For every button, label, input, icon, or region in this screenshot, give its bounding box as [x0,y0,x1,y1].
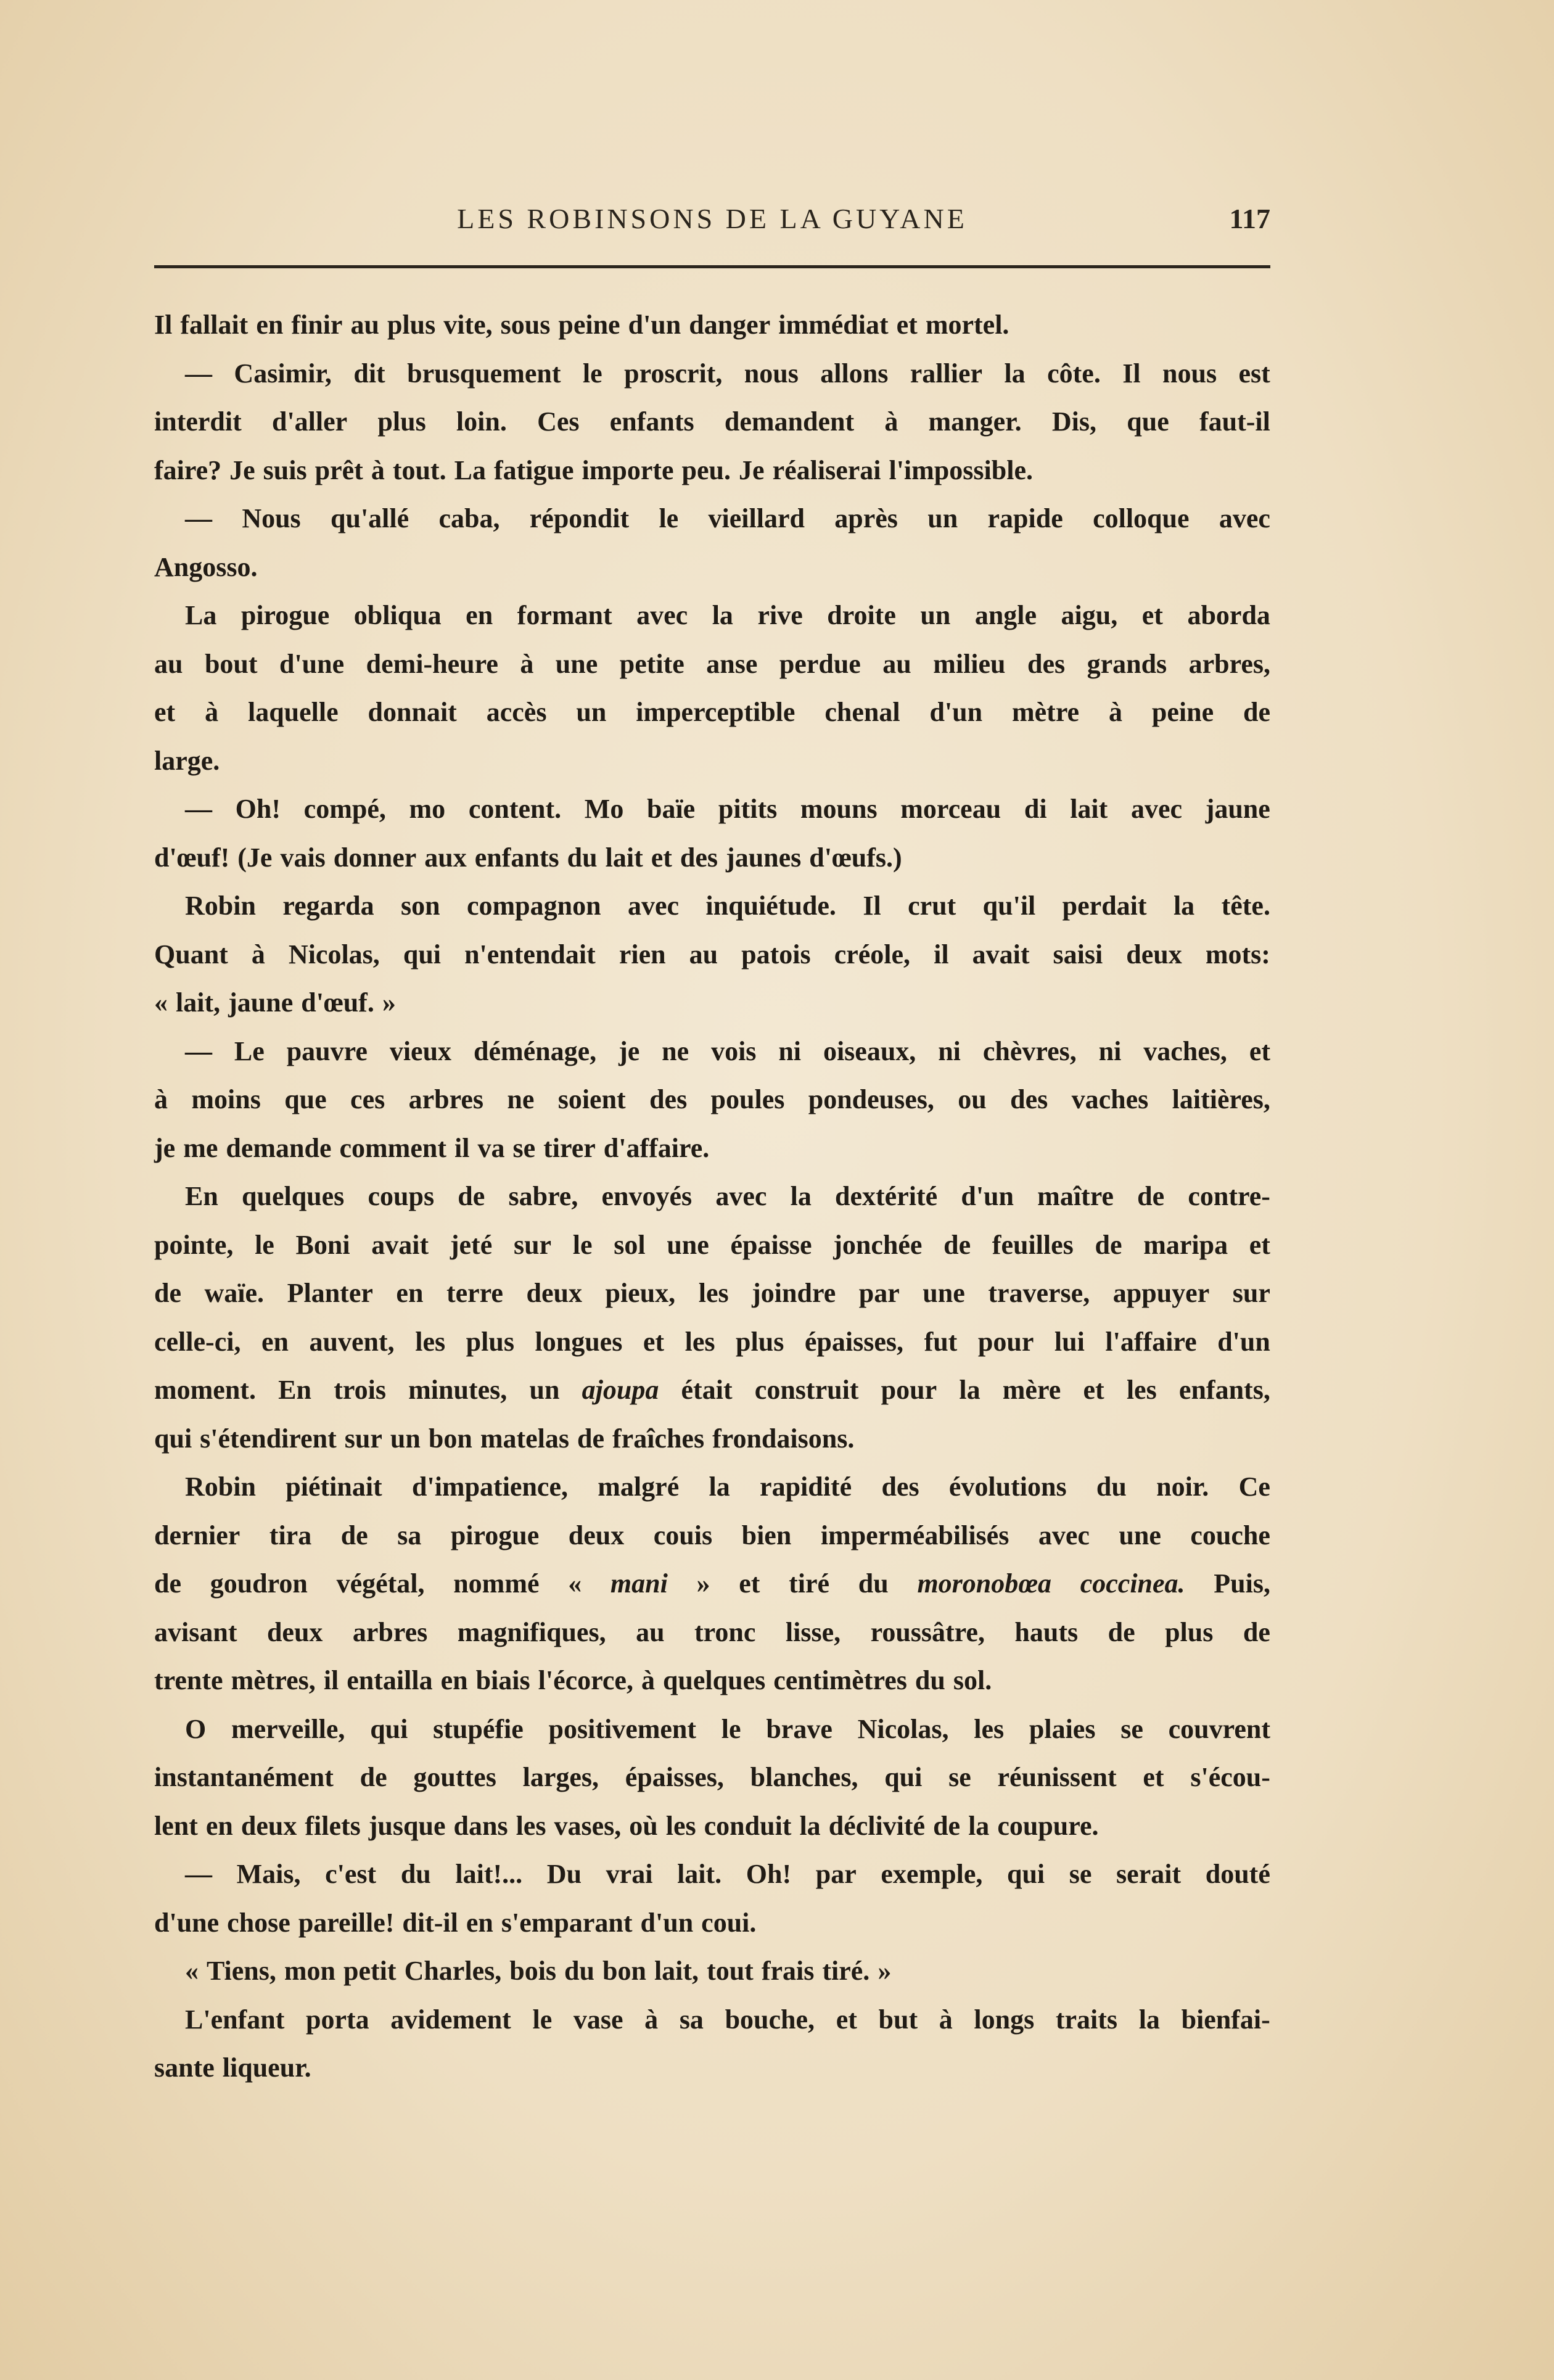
text-line: et à laquelle donnait accès un imperceptible chenal d'un mètre à peine de [154,697,1270,727]
text-line: interdit d'aller plus loin. Ces enfants demandent à manger. Dis, que faut-il [154,406,1270,437]
text-line: — Le pauvre vieux déménage, je ne vois ni oiseaux, ni chèvres, ni vaches, et [185,1036,1270,1066]
text-line: En quelques coups de sabre, envoyés avec la dextérité d'un maître de contre- [185,1181,1270,1211]
text-line: sante liqueur. [154,2053,311,2083]
text-line: de waïe. Planter en terre deux pieux, les joindre par une traverse, appuyer sur [154,1278,1270,1308]
text-line: Quant à Nicolas, qui n'entendait rien au patois créole, il avait saisi deux mots: [154,939,1270,970]
text-line: O merveille, qui stupéfie positivement le brave Nicolas, les plaies se couvrent [185,1713,1270,1744]
text-line: faire? Je suis prêt à tout. La fatigue importe peu. Je réaliserai l'impossible. [154,455,1033,485]
text-line: je me demande comment il va se tirer d'affaire. [154,1132,710,1163]
header-rule [154,265,1270,268]
text-line: Robin regarda son compagnon avec inquiétude. Il crut qu'il perdait la tête. [185,891,1270,921]
text-line: trente mètres, il entailla en biais l'écorce, à quelques centimètres du sol. [154,1665,992,1695]
text-line: — Casimir, dit brusquement le proscrit, nous allons rallier la côte. Il nous est [185,358,1270,389]
text-line: d'une chose pareille! dit-il en s'emparant d'un coui. [154,1907,757,1938]
text-line: — Mais, c'est du lait!... Du vrai lait. Oh! par exemple, qui se serait douté [185,1859,1270,1889]
text-line: lent en deux filets jusque dans les vases, où les conduit la déclivité de la coupure. [154,1810,1099,1841]
text-line: « lait, jaune d'œuf. » [154,987,396,1018]
text-line: à moins que ces arbres ne soient des poules pondeuses, ou des vaches laitières, [154,1084,1270,1114]
text-line: instantanément de gouttes larges, épaisses, blanches, qui se réunissent et s'écou- [154,1762,1270,1792]
text-line: L'enfant porta avidement le vase à sa bouche, et but à longs traits la bienfai- [185,2004,1270,2035]
text-line: La pirogue obliqua en formant avec la rive droite un angle aigu, et aborda [185,600,1270,630]
text-line: Robin piétinait d'impatience, malgré la rapidité des évolutions du noir. Ce [185,1472,1270,1502]
text-line: — Nous qu'allé caba, répondit le vieillard après un rapide colloque avec [185,503,1270,533]
text-line: pointe, le Boni avait jeté sur le sol une épaisse jonchée de feuilles de maripa et [154,1229,1270,1260]
text-line: d'œuf! (Je vais donner aux enfants du lait et des jaunes d'œufs.) [154,842,902,873]
text-line: « Tiens, mon petit Charles, bois du bon lait, tout frais tiré. » [185,1956,892,1986]
text-line: dernier tira de sa pirogue deux couis bien imperméabilisés avec une couche [154,1520,1270,1550]
page-header [154,202,1270,239]
text-line: qui s'étendirent sur un bon matelas de fraîches frondaisons. [154,1423,855,1454]
body-text [154,301,1270,2093]
text-line: de goudron végétal, nommé « mani » et tiré du moronobœa coccinea. Puis, [154,1568,1270,1599]
text-line: Angosso. [154,551,258,582]
running-title: LES ROBINSONS DE LA GUYANE [457,203,968,234]
text-line: au bout d'une demi-heure à une petite anse perdue au milieu des grands arbres, [154,648,1270,679]
text-line: Il fallait en finir au plus vite, sous peine d'un danger immédiat et mortel. [154,310,1009,340]
text-line: celle-ci, en auvent, les plus longues et les plus épaisses, fut pour lui l'affaire d'un [154,1326,1270,1357]
text-line: moment. En trois minutes, un ajoupa était construit pour la mère et les enfants, [154,1375,1270,1405]
page-number: 117 [1229,203,1270,234]
text-line: large. [154,745,220,776]
text-line: — Oh! compé, mo content. Mo baïe pitits mouns morceau di lait avec jaune [185,794,1270,824]
text-line: avisant deux arbres magnifiques, au tronc lisse, roussâtre, hauts de plus de [154,1616,1270,1647]
